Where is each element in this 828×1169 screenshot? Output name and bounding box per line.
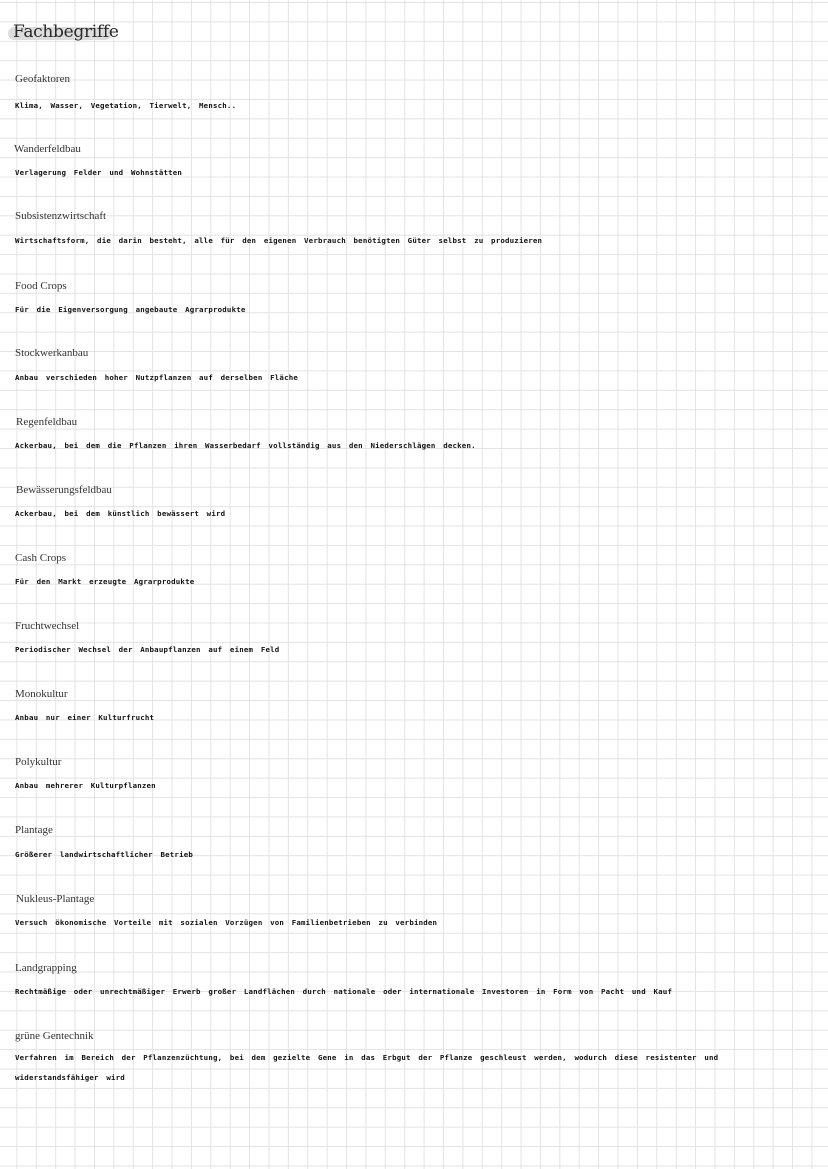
page-title-wrap — [8, 22, 119, 42]
definition-bewaesserungsfeldbau: Ackerbau, bei dem künstlich bewässert wird — [15, 509, 226, 518]
term-cash-crops: Cash Crops — [15, 552, 67, 564]
term-gruene-gentechnik: grüne Gentechnik — [15, 1030, 94, 1042]
term-plantage: Plantage — [15, 824, 53, 836]
definition-polykultur: Anbau mehrerer Kulturpflanzen — [15, 781, 156, 790]
term-stockwerkanbau: Stockwerkanbau — [15, 347, 89, 359]
term-fruchtwechsel: Fruchtwechsel — [15, 620, 80, 632]
definition-gruene-gentechnik: Verfahren im Bereich der Pflanzenzüchtung, bei dem gezielte Gene in das Erbgut der Pflanze geschleust werden, wodurch diese resistenter und widerstandsfähiger wird — [15, 1053, 719, 1082]
definition-regenfeldbau: Ackerbau, bei dem die Pflanzen ihren Wasserbedarf vollständig aus den Niederschlägen decken. — [15, 441, 476, 450]
definition-food-crops: Für die Eigenversorgung angebaute Agrarprodukte — [15, 305, 246, 314]
definition-geofaktoren: Klima, Wasser, Vegetation, Tierwelt, Mensch.. — [15, 101, 237, 110]
term-polykultur: Polykultur — [15, 756, 62, 768]
definition-fruchtwechsel: Periodischer Wechsel der Anbaupflanzen auf einem Feld — [15, 645, 280, 654]
term-bewaesserungsfeldbau: Bewässerungsfeldbau — [16, 484, 112, 496]
term-regenfeldbau: Regenfeldbau — [16, 416, 78, 428]
term-geofaktoren: Geofaktoren — [15, 73, 70, 85]
term-food-crops: Food Crops — [15, 280, 67, 292]
term-nukleus-plantage: Nukleus-Plantage — [16, 893, 95, 905]
page-title: Fachbegriffe — [13, 22, 119, 42]
term-landgrapping: Landgrapping — [15, 962, 77, 974]
term-subsistenzwirtschaft: Subsistenzwirtschaft — [15, 210, 107, 222]
definition-subsistenzwirtschaft: Wirtschaftsform, die darin besteht, alle für den eigenen Verbrauch benötigten Güter selbst zu produzieren — [15, 236, 543, 245]
term-wanderfeldbau: Wanderfeldbau — [14, 143, 81, 155]
definition-stockwerkanbau: Anbau verschieden hoher Nutzpflanzen auf derselben Fläche — [15, 373, 299, 382]
definition-monokultur: Anbau nur einer Kulturfrucht — [15, 713, 155, 722]
definition-wanderfeldbau: Verlagerung Felder und Wohnstätten — [15, 168, 183, 177]
definition-nukleus-plantage: Versuch ökonomische Vorteile mit sozialen Vorzügen von Familienbetrieben zu verbinden — [15, 918, 438, 927]
term-monokultur: Monokultur — [15, 688, 68, 700]
definition-plantage: Größerer landwirtschaftlicher Betrieb — [15, 850, 194, 859]
definition-landgrapping: Rechtmäßige oder unrechtmäßiger Erwerb großer Landflächen durch nationale oder internationale Investoren in Form von Pacht und Kauf — [15, 987, 673, 996]
definition-cash-crops: Für den Markt erzeugte Agrarprodukte — [15, 577, 195, 586]
